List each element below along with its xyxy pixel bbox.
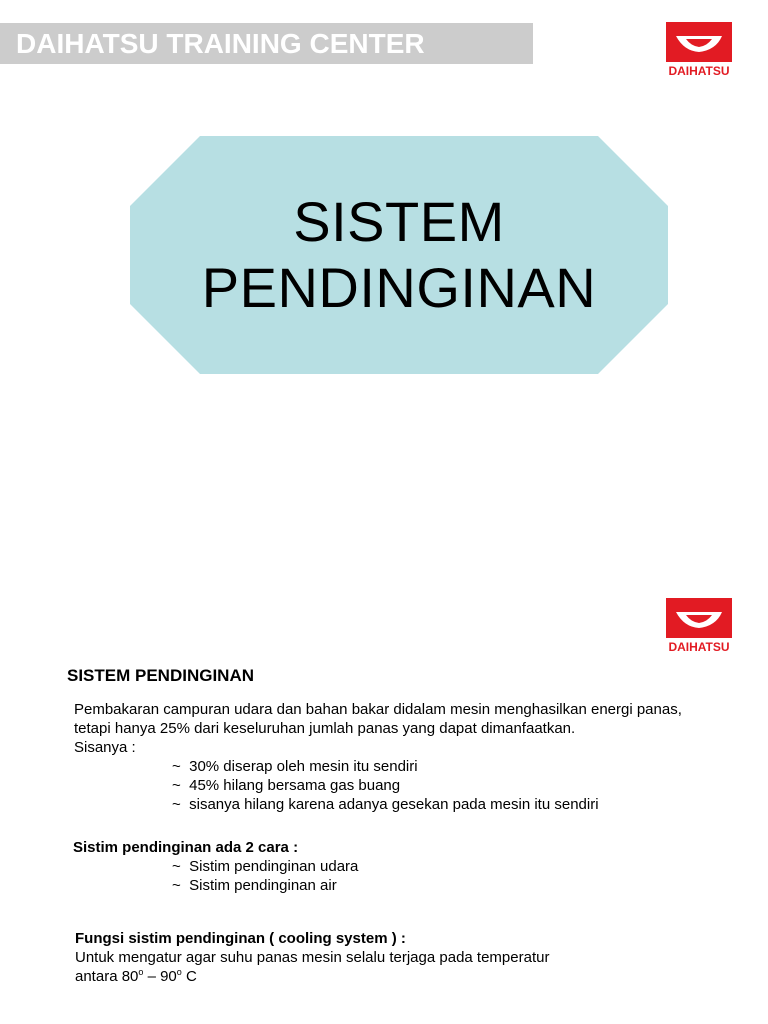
list-item [172,876,337,895]
bullet-marker: ~ [172,858,181,875]
training-center-banner [0,23,533,64]
intro-line-3: Sisanya : [74,739,136,756]
bullet-marker: ~ [172,758,181,775]
daihatsu-logo [666,22,732,80]
function-line-1: Untuk mengatur agar suhu panas mesin selalu terjaga pada temperatur [75,949,550,966]
list-item-text: 45% hilang bersama gas buang [189,777,401,794]
list-item-text: Sistim pendinginan air [189,877,337,894]
bullet-marker: ~ [172,796,181,813]
title-line-2: PENDINGINAN [201,256,597,319]
function-line-2 [75,967,197,986]
content-slide [0,512,768,1024]
bullet-marker: ~ [172,777,181,794]
list-item [172,757,418,776]
temp-prefix: antara 80 [75,968,139,985]
daihatsu-logo [666,598,732,656]
list-item-text: 30% diserap oleh mesin itu sendiri [189,758,418,775]
daihatsu-logo-text: DAIHATSU [668,64,730,78]
intro-line-1: Pembakaran campuran udara dan bahan bakar didalam mesin menghasilkan energi panas, [74,701,682,718]
list-item-text: Sistim pendinginan udara [189,858,359,875]
intro-line-2: tetapi hanya 25% dari keseluruhan jumlah panas yang dapat dimanfaatkan. [74,720,576,737]
list-item [172,795,599,814]
list-item [172,776,400,795]
title-line-1: SISTEM [293,190,505,253]
daihatsu-logo-text: DAIHATSU [668,640,730,654]
temp-suffix: C [181,968,197,985]
temp-mid: – 90 [143,968,177,985]
degree-symbol: o [138,967,144,977]
title-octagon [130,136,668,374]
degree-symbol: o [176,967,182,977]
function-heading: Fungsi sistim pendinginan ( cooling system ) : [75,930,406,947]
list-item [172,857,358,876]
banner-text: DAIHATSU TRAINING CENTER [16,28,425,59]
bullet-marker: ~ [172,877,181,894]
methods-heading: Sistim pendinginan ada 2 cara : [73,839,299,856]
list-item-text: sisanya hilang karena adanya gesekan pada mesin itu sendiri [189,796,599,813]
section-heading: SISTEM PENDINGINAN [67,666,255,685]
